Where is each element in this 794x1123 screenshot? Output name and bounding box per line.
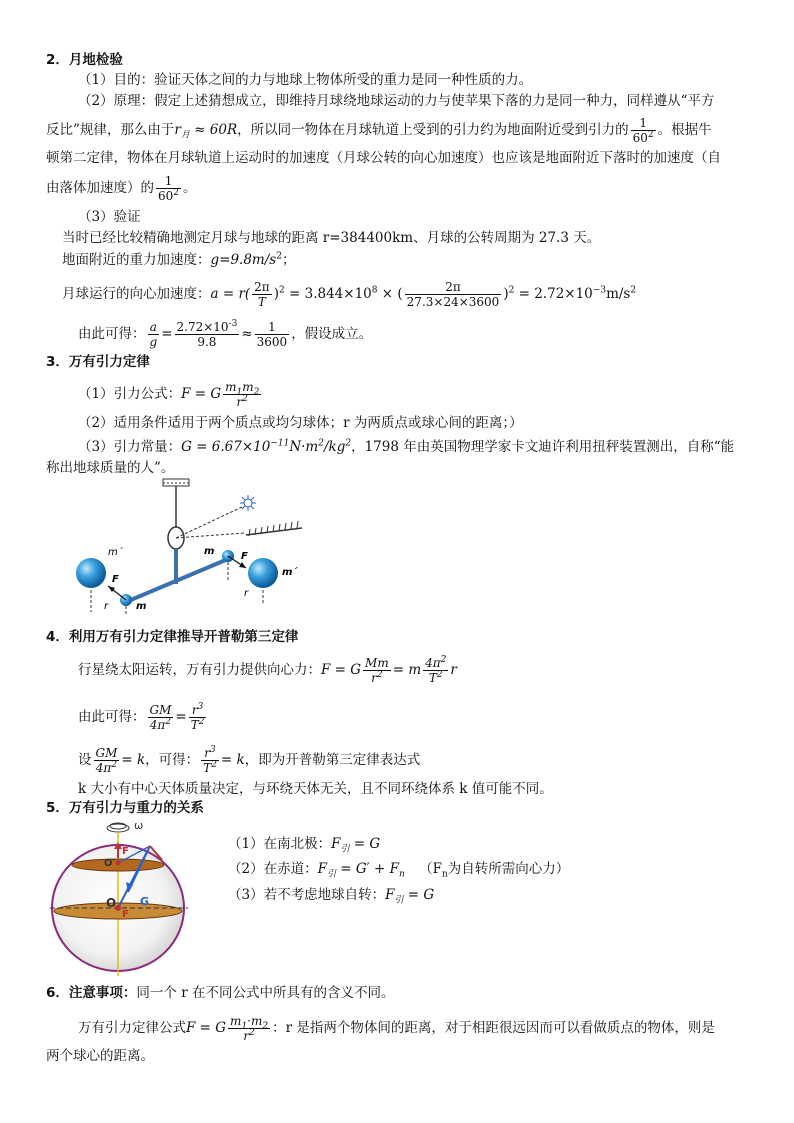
label-O-prime: O′ xyxy=(104,858,116,869)
s6-formula-line xyxy=(78,1014,715,1043)
s3-constant-b: 称出地球质量的人”。 xyxy=(46,460,175,476)
s5-equator: （2）在赤道：$F_引 = G' + F_n$ （$F_n$为自转所需向心力） xyxy=(228,861,570,880)
label-F: F xyxy=(122,909,129,920)
label-m: m xyxy=(204,546,215,557)
text: 同一个 r 在不同公式中所具有的含义不同。 xyxy=(136,985,395,1001)
s2-purpose: （1）目的：验证天体之间的力与地球上物体所受的重力是同一种性质的力。 xyxy=(78,72,533,88)
fraction-1-3600: $\frac{1}{3600}$ xyxy=(256,320,288,349)
s2-conclusion xyxy=(78,320,372,349)
formula-G: $G = 6.67\times 10^{-11}N\cdot m^2/kg^2$ xyxy=(181,438,352,455)
text: 。 xyxy=(183,180,197,196)
text: 由落体加速度）的 xyxy=(46,180,154,196)
text: 由此可得： xyxy=(78,709,146,725)
text: ； xyxy=(281,252,296,268)
fraction-a-g: $\frac{a}{g}$ xyxy=(149,320,158,349)
eq-k: = k xyxy=(220,752,245,768)
arrowhead xyxy=(239,562,246,568)
text: 设 xyxy=(78,752,92,768)
text: （3）引力常量： xyxy=(78,439,182,455)
section-2-title: 2．月地检验 xyxy=(46,52,123,68)
text: 万有引力定律公式 xyxy=(78,1020,186,1036)
eq-m: = m xyxy=(392,662,422,678)
s3-formula xyxy=(78,380,263,409)
s3-constant xyxy=(78,437,734,457)
formula-result: )$^2 = 2.72\times 10^{-3}m/s^2$ xyxy=(503,285,637,302)
fraction-2pi-period: $\frac{2\pi}{27.3\times 24\times 3600}$ xyxy=(406,280,500,309)
text: 地面附近的重力加速度： xyxy=(62,252,211,268)
large-ball-right xyxy=(248,558,278,588)
formula-equator: $F_引 = G' + F_n$ xyxy=(317,861,405,880)
label-G: G xyxy=(140,895,150,908)
text: 由此可得： xyxy=(78,326,146,342)
s2-verify: （3）验证 xyxy=(78,209,141,225)
section-6 xyxy=(46,983,394,1003)
large-ball-left xyxy=(76,558,106,588)
point xyxy=(116,861,121,866)
light-source-icon xyxy=(240,495,256,511)
label-omega: ω xyxy=(134,819,144,832)
eq: = xyxy=(175,709,187,725)
s3-conditions: （2）适用条件适用于两个质点或均匀球体；r 为两质点或球心间的距离；） xyxy=(78,415,523,431)
label-F: F xyxy=(122,846,129,857)
text: ，1798 年由英国物理学家卡文迪许利用扭秤装置测出，自称“能 xyxy=(351,439,735,455)
s2-principle-b xyxy=(46,116,712,145)
text: （2）在赤道： xyxy=(228,861,318,877)
text: （1）引力公式： xyxy=(78,386,182,402)
text: 反比”规律，那么由于 xyxy=(46,122,175,138)
label-m-prime: m´ xyxy=(108,547,123,558)
fraction-r3-T2: $\frac{r^3}{T^2}$ xyxy=(190,702,205,732)
s2-distance: 当时已经比较精确地测定月球与地球的距离 r=384400km、月球的公转周期为 27.3 天。 xyxy=(62,230,601,246)
s2-principle-a: （2）原理：假定上述猜想成立，即维持月球绕地球运动的力与使苹果下落的力是同一种力，同样遵从“平方 xyxy=(78,93,715,109)
label-m: m xyxy=(136,601,147,612)
fraction-Mm-r2: $\frac{Mm}{r^2}$ xyxy=(365,656,389,685)
fraction-m1m2-r2: $\frac{m_1m_2}{r^2}$ xyxy=(225,380,260,409)
s4-centripetal xyxy=(78,656,457,685)
torsion-balance-figure xyxy=(66,472,316,622)
text: （F xyxy=(419,861,442,877)
g-value: g=9.8m/s xyxy=(210,252,277,268)
section-5-title: 5．万有引力与重力的关系 xyxy=(46,800,204,816)
text: ，假设成立。 xyxy=(291,326,373,342)
formula-F: F = G xyxy=(321,662,362,678)
text: （3）若不考虑地球自转： xyxy=(228,887,386,903)
s2-centripetal xyxy=(62,280,636,309)
text: ，所以同一物体在月球轨道上受到的引力约为地面附近受到引力的 xyxy=(237,122,629,138)
eq-k: = k xyxy=(121,752,146,768)
formula-pole: $F_引 = G$ xyxy=(331,836,381,855)
s2-gravity-accel: 地面附近的重力加速度：$g=9.8m/s^2$； xyxy=(62,251,296,268)
label-m-prime: m´ xyxy=(282,567,298,578)
fraction-ratio: $\frac{2.72\times 10^{-3}}{9.8}$ xyxy=(176,319,238,349)
fraction-2pi-T: $\frac{2\pi}{T}$ xyxy=(254,280,270,309)
fraction-1-over-60sq: $\frac{1}{60^2}$ xyxy=(632,116,654,145)
section-3-title: 3．万有引力定律 xyxy=(46,354,150,370)
var-r: r xyxy=(450,662,457,678)
text: ，即为开普勒第三定律表达式 xyxy=(244,752,421,768)
text: ，可得： xyxy=(145,752,200,768)
fraction-m1m2-r2: $\frac{m_1\cdot m_2}{r^2}$ xyxy=(230,1014,269,1043)
light-ray-in xyxy=(176,507,242,538)
earth-gravity-figure xyxy=(46,818,196,978)
eq: = xyxy=(161,326,173,342)
text: （1）在南北极： xyxy=(228,836,332,852)
approx: ≈ xyxy=(241,326,253,342)
text: 为自转所需向心力） xyxy=(447,861,570,877)
s5-pole xyxy=(228,834,380,854)
formula-no-rotation: $F_引 = G$ xyxy=(385,887,435,906)
s4-note: k 大小有中心天体质量决定，与环绕天体无关，且不同环绕体系 k 值可能不同。 xyxy=(78,781,553,797)
fraction-1-over-60sq: $\frac{1}{60^2}$ xyxy=(158,174,180,203)
s6-line2: 两个球心的距离。 xyxy=(46,1048,154,1064)
label-F: F xyxy=(241,551,248,562)
text: 行星绕太阳运转，万有引力提供向心力： xyxy=(78,662,321,678)
s5-no-rotation xyxy=(228,885,434,905)
scale-ruler xyxy=(246,521,302,536)
text: ：r 是指两个物体间的距离，对于相距很远因而可以看做质点的物体，则是 xyxy=(272,1020,715,1036)
formula-a: a = r( xyxy=(210,286,251,302)
text: 。根据牛 xyxy=(657,122,712,138)
label-r: r xyxy=(244,588,249,599)
s2-principle-d xyxy=(46,174,197,203)
fraction-GM-4pi2: $\frac{GM}{4\pi^2}$ xyxy=(149,703,172,732)
label-r: r xyxy=(104,601,109,612)
s2-principle-c: 顿第二定律，物体在月球轨道上运动时的加速度（月球公转的向心加速度）也应该是地面附近下落时的加速度（自 xyxy=(46,150,721,166)
section-4-title: 4．利用万有引力定律推导开普勒第三定律 xyxy=(46,629,299,645)
formula-F: F = G xyxy=(181,386,222,402)
section-6-title: 6．注意事项： xyxy=(46,985,137,1001)
text: 月球运行的向心加速度： xyxy=(62,286,211,302)
s4-kepler xyxy=(78,746,420,775)
formula-r-moon: $r_月 \approx 60R$ xyxy=(174,122,238,141)
formula-F: F = G xyxy=(186,1020,227,1036)
fraction-r3-T2: $\frac{r^3}{T^2}$ xyxy=(203,745,217,775)
formula-part: )$^2 = 3.844\times 10^8$ × ( xyxy=(273,285,403,302)
label-F: F xyxy=(112,574,119,585)
s4-result xyxy=(78,703,208,732)
fraction-GM-4pi2: $\frac{GM}{4\pi^2}$ xyxy=(95,746,118,775)
fraction-4pi2-T2: $\frac{4\pi^2}{T^2}$ xyxy=(425,655,447,685)
label-O: O xyxy=(106,896,117,910)
